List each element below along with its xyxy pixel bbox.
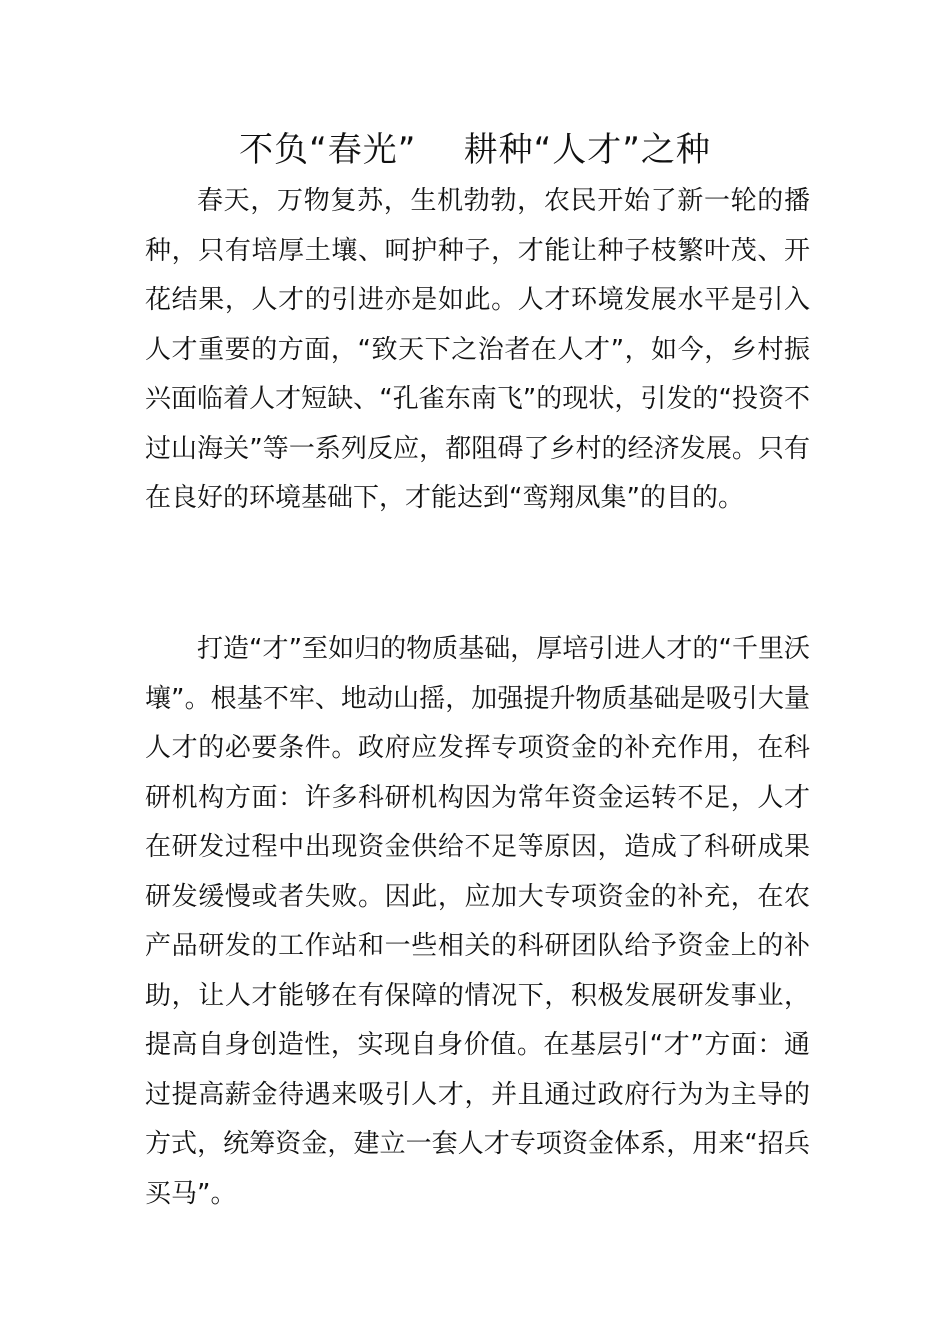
document-title: 不负“春光” 耕种“人才”之种 bbox=[239, 130, 711, 170]
paragraph-spring-intro: 春天，万物复苏，生机勃勃，农民开始了新一轮的播种，只有培厚土壤、呵护种子，才能让种子枝繁叶茂、开花结果，人才的引进亦是如此。人才环境发展水平是引入人才重要的方面，“致天下之治者在人才”，如今，乡村振兴面临着人才短缺、“孔雀东南飞”的现状，引发的“投资不过山海关”等一系列反应，都阻碍了乡村的经济发展。只有在良好的环境基础下，才能达到“鸾翔凤集”的目的。 bbox=[145, 186, 810, 513]
paragraph-material-foundation: 打造“才”至如归的物质基础，厚培引进人才的“千里沃壤”。根基不牢、地动山摇，加强提升物质基础是吸引大量人才的必要条件。政府应发挥专项资金的补充作用，在科研机构方面：许多科研机构因为常年资金运转不足，人才在研发过程中出现资金供给不足等原因，造成了科研成果研发缓慢或者失败。因此，应加大专项资金的补充，在农产品研发的工作站和一些相关的科研团队给予资金上的补助，让人才能够在有保障的情况下，积极发展研发事业，提高自身创造性，实现自身价值。在基层引“才”方面：通过提高薪金待遇来吸引人才，并且通过政府行为为主导的方式，统筹资金，建立一套人才专项资金体系，用来“招兵买马”。 bbox=[145, 634, 810, 1209]
